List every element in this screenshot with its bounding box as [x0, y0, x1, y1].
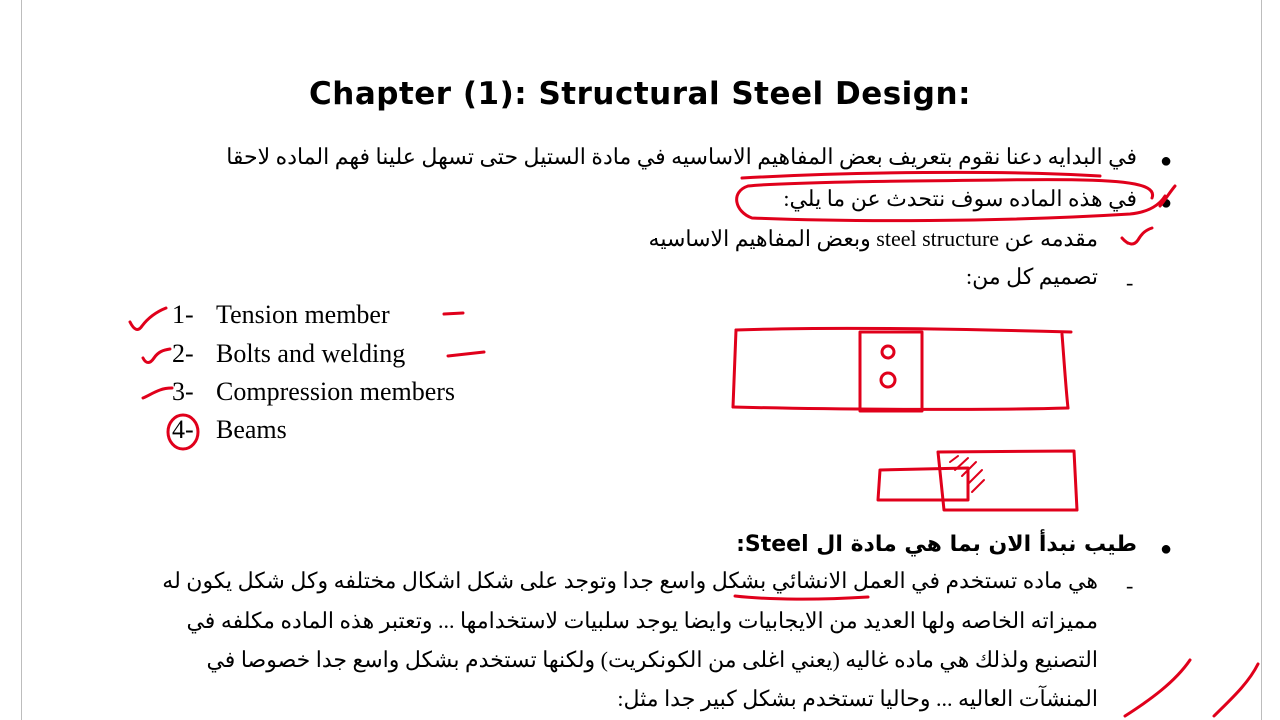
- chapter-title: Chapter (1): Structural Steel Design:: [309, 76, 971, 112]
- topic-item: [172, 377, 455, 407]
- steel-heading: طيب نبدأ الان بما هي مادة ال Steel:: [736, 532, 1137, 557]
- topic-item: [172, 415, 287, 445]
- steel-paragraph-line: هي ماده تستخدم في العمل الانشائي بشكل واسع جدا وتوجد على شكل اشكال مختلفه وكل شكل يكون له: [162, 568, 1098, 593]
- topics-intro-bullet: في هذه الماده سوف نتحدث عن ما يلي:: [783, 186, 1137, 211]
- bullet-marker: ●: [1160, 150, 1173, 172]
- topic-number: 2-: [172, 339, 194, 368]
- intro-sub-item: مقدمه عن steel structure وبعض المفاهيم الاساسيه: [648, 226, 1098, 251]
- steel-paragraph-line: المنشآت العاليه ... وحاليا تستخدم بشكل كبير جدا مثل:: [617, 686, 1098, 711]
- topic-label: Bolts and welding: [216, 339, 406, 368]
- topic-label: Compression members: [216, 377, 456, 406]
- topic-label: Tension member: [216, 300, 390, 329]
- dash-marker: -: [1126, 270, 1134, 295]
- bullet-marker: ●: [1160, 538, 1173, 560]
- design-sub-item: تصميم كل من:: [966, 264, 1098, 289]
- bullet-marker: ●: [1160, 192, 1173, 214]
- dash-marker: -: [1126, 573, 1134, 598]
- steel-paragraph-line: التصنيع ولذلك هي ماده غاليه (يعني اغلى من الكونكريت) ولكنها تستخدم بشكل واسع جدا خصوصا في: [206, 647, 1098, 672]
- topic-number: 3-: [172, 377, 194, 406]
- topic-number: 4-: [172, 415, 194, 444]
- dash-marker: -: [1126, 229, 1134, 254]
- topic-item: [172, 339, 405, 369]
- steel-paragraph-line: مميزاته الخاصه ولها العديد من الايجابيات وايضا يوجد سلبيات لاستخدامها ... وتعتبر هذه الماده مكلفه في: [186, 608, 1098, 633]
- intro-bullet: في البدايه دعنا نقوم بتعريف بعض المفاهيم الاساسيه في مادة الستيل حتى تسهل علينا فهم الماده لاحقا: [226, 144, 1137, 169]
- topic-label: Beams: [216, 415, 287, 444]
- topic-item: [172, 300, 390, 330]
- topic-number: 1-: [172, 300, 194, 329]
